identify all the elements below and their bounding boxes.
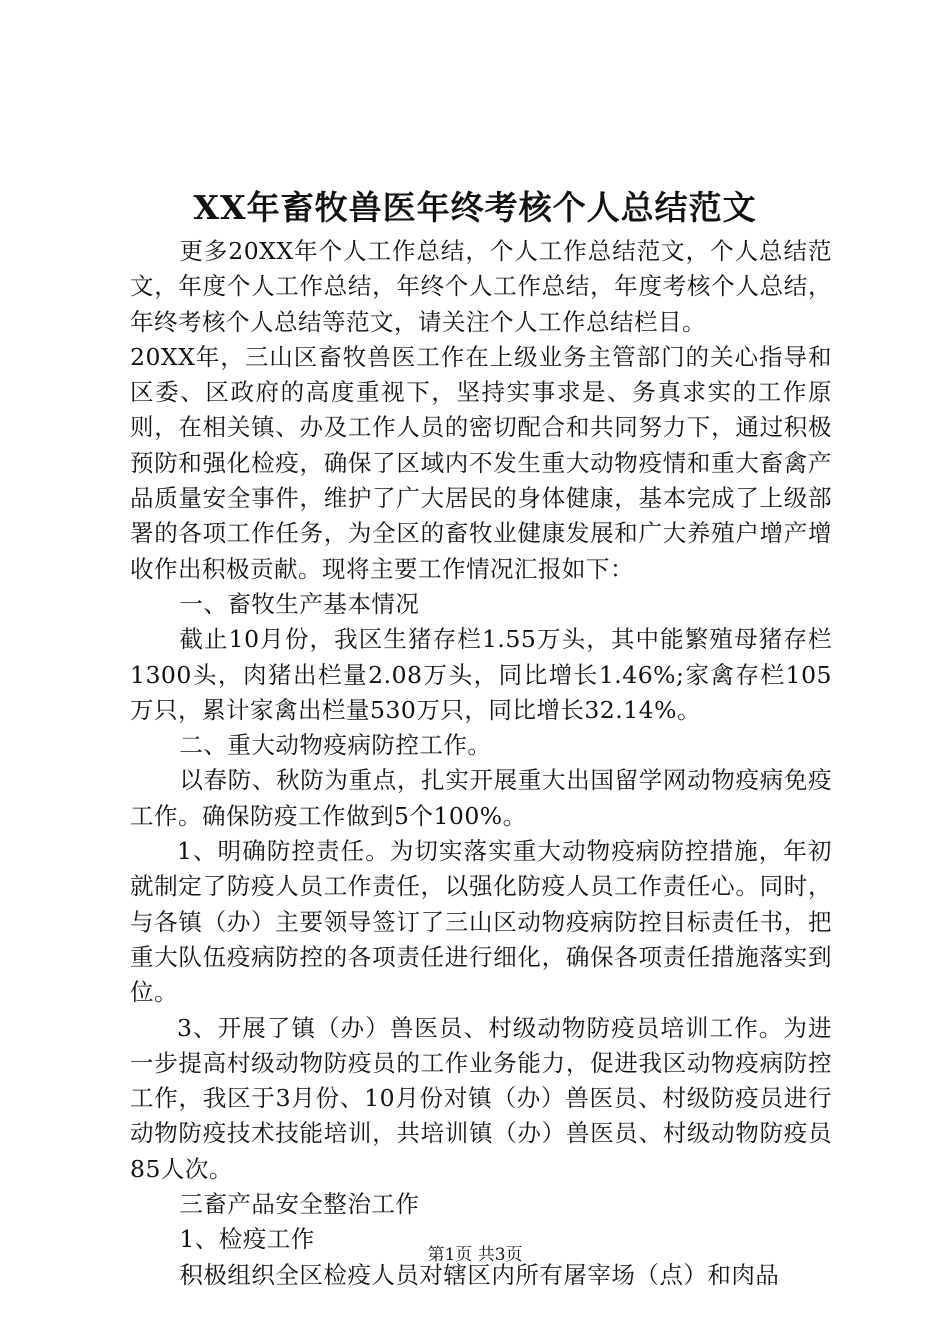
paragraph-overview: 20XX年，三山区畜牧兽医工作在上级业务主管部门的关心指导和区委、区政府的高度重视下，坚持实事求是、务真求实的工作原则，在相关镇、办及工作人员的密切配合和共同努力下，通过积极预防和强化检疫，确保了区域内不发生重大动物疫情和重大畜禽产品质量安全事件，维护了广大居民的身体健康，基本完成了上级部署的各项工作任务，为全区的畜牧业健康发展和广大养殖户增产增收作出积极贡献。现将主要工作情况汇报如下：	[130, 342, 832, 583]
paragraph-livestock-stats: 截止10月份，我区生猪存栏1.55万头，其中能繁殖母猪存栏1300头，肉猪出栏量2.08万头，同比增长1.46%;家禽存栏105万只，累计家禽出栏量530万只，同比增长32.14%。	[130, 625, 832, 724]
subsection-heading-quarantine: 1、检疫工作	[179, 1225, 315, 1254]
paragraph-quarantine: 积极组织全区检疫人员对辖区内所有屠宰场（点）和肉品	[179, 1260, 780, 1289]
section-heading-1: 一、畜牧生产基本情况	[179, 589, 420, 618]
page-footer: 第1页 共3页	[427, 1245, 523, 1265]
paragraph-responsibility: 1、明确防控责任。为切实落实重大动物疫病防控措施，年初就制定了防疫人员工作责任，以强化防疫人员工作责任心。同时，与各镇（办）主要领导签订了三山区动物疫病防控目标责任书，把重大队伍疫病防控的各项责任进行细化，确保各项责任措施落实到位。	[130, 837, 832, 1007]
document-title: XX年畜牧兽医年终考核个人总结范文	[193, 188, 757, 227]
paragraph-immunization: 以春防、秋防为重点，扎实开展重大出国留学网动物疫病免疫工作。确保防疫工作做到5个100%。	[130, 766, 832, 830]
paragraph-training: 3、开展了镇（办）兽医员、村级动物防疫员培训工作。为进一步提高村级动物防疫员的工作业务能力，促进我区动物疫病防控工作，我区于3月份、10月份对镇（办）兽医员、村级防疫员进行动物防疫技术技能培训，共培训镇（办）兽医员、村级动物防疫员85人次。	[130, 1013, 832, 1183]
section-heading-2: 二、重大动物疫病防控工作。	[179, 731, 492, 760]
document-body	[130, 234, 832, 1293]
paragraph-intro: 更多20XX年个人工作总结，个人工作总结范文，个人总结范文，年度个人工作总结，年终个人工作总结，年度考核个人总结，年终考核个人总结等范文，请关注个人工作总结栏目。	[130, 237, 832, 336]
section-heading-3: 三畜产品安全整治工作	[179, 1190, 420, 1219]
